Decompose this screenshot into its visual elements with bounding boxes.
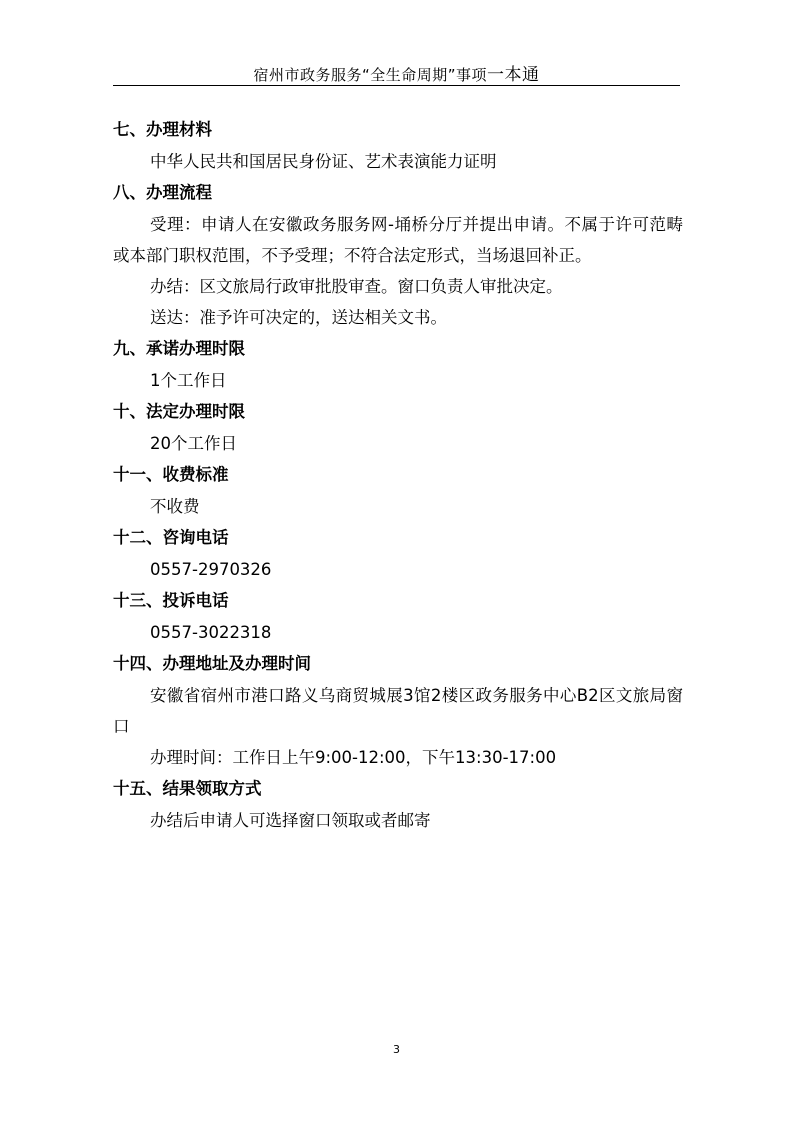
section-7-title: 七、办理材料 <box>113 120 212 139</box>
section-7-materials: 中华人民共和国居民身份证、艺术表演能力证明 <box>150 152 497 171</box>
header-rule <box>113 85 680 86</box>
section-9-value: 1个工作日 <box>150 371 227 390</box>
section-8-conclude: 办结：区文旅局行政审批股审查。窗口负责人审批决定。 <box>150 277 563 296</box>
section-8-title: 八、办理流程 <box>113 183 212 202</box>
section-12-phone: 0557-2970326 <box>150 560 272 579</box>
page-header <box>0 60 793 85</box>
section-8-accept: 受理：申请人在安徽政务服务网-埇桥分厅并提出申请。不属于许可范畴或本部门职权范围，不予受理；不符合法定形式，当场退回补正。 <box>113 215 683 265</box>
document-body <box>113 114 683 836</box>
section-14-title: 十四、办理地址及办理时间 <box>113 654 311 673</box>
header-suffix: 一本通 <box>487 65 540 85</box>
section-15-value: 办结后申请人可选择窗口领取或者邮寄 <box>150 811 431 830</box>
section-9-title: 九、承诺办理时限 <box>113 339 245 358</box>
page-number: 3 <box>393 1043 400 1056</box>
section-14-hours: 办理时间：工作日上午9:00-12:00，下午13:30-17:00 <box>150 748 557 767</box>
header-prefix: 宿州市政务服务“全生命周期”事项 <box>253 66 488 84</box>
section-14-address: 安徽省宿州市港口路义乌商贸城展3馆2楼区政务服务中心B2区文旅局窗口 <box>113 686 683 736</box>
section-11-value: 不收费 <box>150 497 200 516</box>
section-13-title: 十三、投诉电话 <box>113 591 229 610</box>
section-13-phone: 0557-3022318 <box>150 623 272 642</box>
section-10-value: 20个工作日 <box>150 434 237 453</box>
section-10-title: 十、法定办理时限 <box>113 402 245 421</box>
section-12-title: 十二、咨询电话 <box>113 528 229 547</box>
section-15-title: 十五、结果领取方式 <box>113 779 262 798</box>
section-8-deliver: 送达：准予许可决定的，送达相关文书。 <box>150 308 447 327</box>
section-11-title: 十一、收费标准 <box>113 465 229 484</box>
